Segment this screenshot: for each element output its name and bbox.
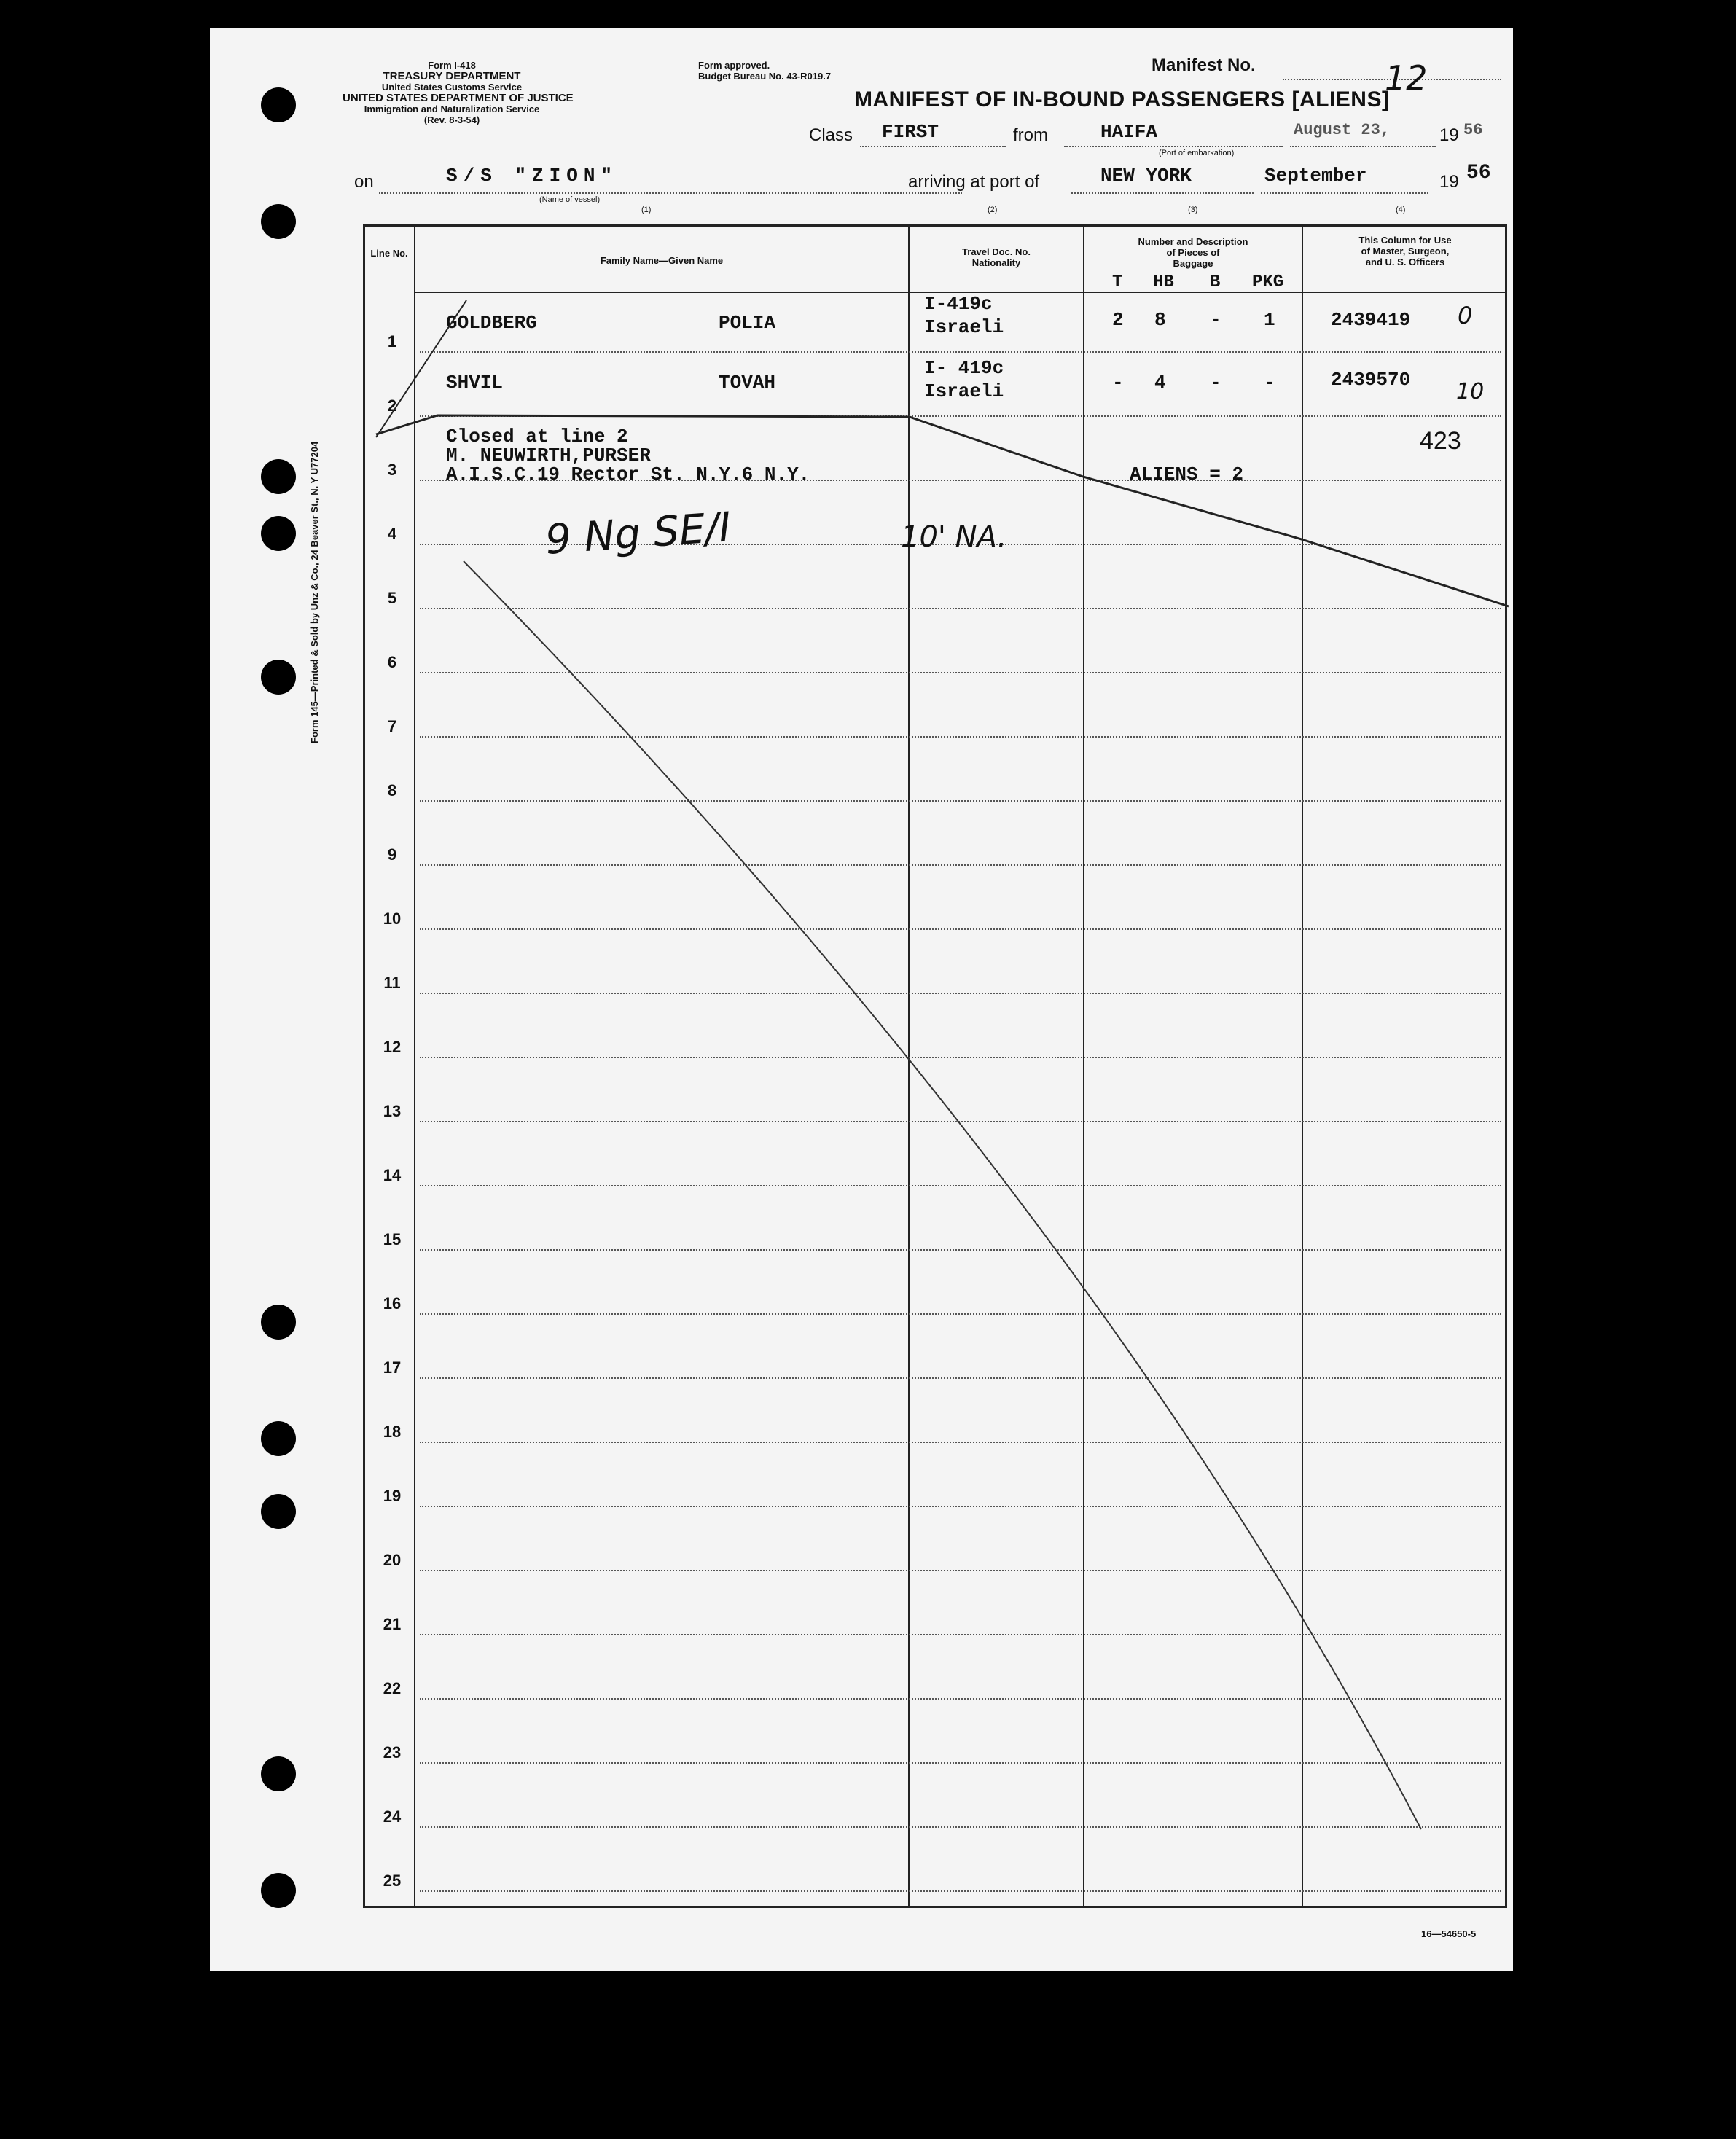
col-header-officers-3: and U. S. Officers (1365, 257, 1445, 267)
given-name: TOVAH (719, 372, 776, 394)
col-header-officers-2: of Master, Surgeon, (1361, 246, 1450, 257)
manifest-no-label: Manifest No. (1152, 55, 1256, 75)
col-marker-1: (1) (641, 206, 652, 214)
family-name: GOLDBERG (446, 312, 537, 334)
line-number: 19 (383, 1487, 402, 1505)
line-number: 25 (383, 1872, 402, 1890)
line-number: 20 (383, 1551, 402, 1569)
line-number: 14 (383, 1166, 402, 1184)
arrival-year: 56 (1466, 162, 1491, 184)
bag-col-hb: HB (1153, 273, 1174, 292)
col-header-line-no: Line No. (370, 248, 408, 259)
line-number: 7 (387, 717, 397, 735)
vessel-name-note: (Name of vessel) (539, 195, 601, 204)
customs-service: United States Customs Service (381, 82, 523, 93)
bag-col-pkg: PKG (1252, 273, 1284, 292)
officer-note: 423 (1420, 427, 1461, 455)
line-number: 13 (383, 1102, 402, 1120)
handwritten-note-1: 9 Ng SE/I (544, 504, 732, 564)
nationality: Israeli (924, 316, 1004, 338)
officer-mark: 10 (1456, 379, 1485, 404)
on-label: on (354, 172, 374, 192)
diagonal-cancel-line (464, 561, 1421, 1829)
line-number: 2 (387, 396, 397, 415)
given-name: POLIA (719, 312, 776, 334)
col-marker-4: (4) (1396, 206, 1406, 214)
line-number: 21 (383, 1615, 402, 1633)
family-name: SHVIL (446, 372, 504, 394)
closing-address: A.I.S.C.19 Rector St. N.Y.6 N.Y. (446, 464, 810, 485)
budget-bureau: Budget Bureau No. 43-R019.7 (698, 71, 832, 82)
col-marker-3: (3) (1188, 206, 1198, 214)
closing-line-1: Closed at line 2 (446, 426, 628, 447)
aliens-count: ALIENS = 2 (1130, 464, 1244, 485)
line-number: 5 (387, 589, 397, 607)
nationality: Israeli (924, 380, 1004, 402)
line-number: 6 (387, 653, 397, 671)
bag-hb: 4 (1154, 372, 1166, 394)
check-mark-1 (376, 300, 466, 437)
travel-doc: I-419c (924, 293, 993, 315)
arriving-label: arriving at port of (908, 172, 1040, 192)
close-out-line (376, 415, 1509, 606)
line-number: 8 (387, 781, 397, 799)
closing-purser: M. NEUWIRTH,PURSER (446, 445, 651, 466)
col-header-travel-doc-1: Travel Doc. No. (962, 246, 1031, 257)
embark-year: 56 (1463, 121, 1483, 139)
line-number: 16 (383, 1294, 402, 1313)
officer-mark: 0 (1458, 302, 1473, 329)
line-number: 9 (387, 845, 397, 864)
revision: (Rev. 8-3-54) (423, 114, 480, 125)
handwritten-note-2: 10' NA. (901, 520, 1007, 554)
bag-t: 2 (1112, 309, 1124, 331)
justice-dept: UNITED STATES DEPARTMENT OF JUSTICE (343, 92, 574, 104)
col-header-name: Family Name—Given Name (600, 255, 724, 266)
line-number: 11 (383, 974, 401, 992)
bag-col-b: B (1210, 273, 1221, 292)
ins-service: Immigration and Naturalization Service (364, 103, 540, 114)
bag-pkg: 1 (1264, 309, 1275, 331)
bag-pkg: - (1264, 372, 1275, 394)
year-prefix: 19 (1439, 125, 1459, 145)
line-number: 10 (383, 910, 402, 928)
arrival-port: NEW YORK (1100, 165, 1192, 187)
arrival-year-prefix: 19 (1439, 172, 1459, 192)
col-header-travel-doc-2: Nationality (971, 257, 1021, 268)
embark-date: August 23, (1294, 121, 1391, 139)
port-embarkation-note: (Port of embarkation) (1159, 149, 1235, 157)
travel-doc: I- 419c (924, 357, 1004, 379)
officer-number: 2439570 (1331, 369, 1411, 391)
class-value: FIRST (882, 121, 939, 143)
line-number: 1 (387, 332, 397, 351)
vessel-name: S/S "ZION" (446, 165, 619, 187)
line-number: 18 (383, 1423, 402, 1441)
col-header-baggage-1: Number and Description (1138, 236, 1248, 247)
line-number: 15 (383, 1230, 402, 1248)
line-number: 12 (383, 1038, 402, 1056)
bag-b: - (1210, 309, 1221, 331)
line-number: 3 (387, 461, 397, 479)
document-title: MANIFEST OF IN-BOUND PASSENGERS [ALIENS] (854, 87, 1390, 112)
col-header-baggage-3: Baggage (1173, 258, 1213, 269)
officer-number: 2439419 (1331, 309, 1411, 331)
form-approved: Form approved. (698, 60, 770, 71)
col-marker-2: (2) (988, 206, 998, 214)
bag-col-t: T (1112, 273, 1123, 292)
line-number: 24 (383, 1807, 402, 1826)
bag-b: - (1210, 372, 1221, 394)
bag-t: - (1112, 372, 1124, 394)
from-value: HAIFA (1100, 121, 1158, 143)
line-number: 23 (383, 1743, 402, 1761)
col-header-baggage-2: of Pieces of (1166, 247, 1220, 258)
arrival-month: September (1264, 165, 1367, 187)
from-label: from (1013, 125, 1048, 145)
line-number: 22 (383, 1679, 402, 1697)
footer-code: 16—54650-5 (1421, 1928, 1477, 1939)
line-number: 4 (387, 525, 397, 543)
form-number: Form I-418 (428, 60, 476, 71)
bag-hb: 8 (1154, 309, 1166, 331)
line-number: 17 (383, 1358, 402, 1377)
col-header-officers-1: This Column for Use (1358, 235, 1452, 246)
manifest-number: 12 (1385, 58, 1428, 98)
class-label: Class (809, 125, 853, 145)
treasury-dept: TREASURY DEPARTMENT (383, 70, 521, 82)
printer-imprint: Form 145—Printed & Sold by Unz & Co., 24 Beaver St., N. Y U77204 (309, 441, 320, 743)
